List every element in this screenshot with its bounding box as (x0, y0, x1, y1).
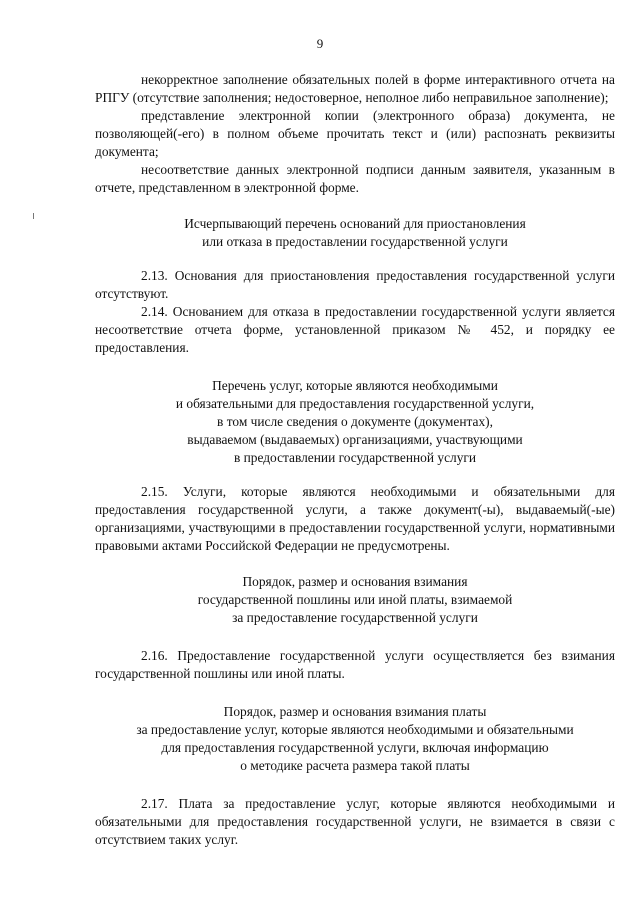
margin-mark (33, 213, 34, 219)
list-item: несоответствие данных электронной подписи данным заявителя, указанным в отчете, представленном в электронной форме. (95, 162, 615, 195)
heading-line: за предоставление государственной услуги (232, 610, 478, 625)
heading-line: и обязательными для предоставления государственной услуги, (175, 396, 535, 411)
heading-line: Перечень услуг, которые являются необходимыми (212, 378, 498, 393)
heading-line: о методике расчета размера такой платы (240, 758, 470, 773)
heading-line: Порядок, размер и основания взимания (242, 574, 468, 589)
list-item: некорректное заполнение обязательных полей в форме интерактивного отчета на РПГУ (отсутствие заполнения; недостоверное, неполное либо неправильное заполнение); (95, 72, 615, 105)
heading-line: в том числе сведения о документе (документах), (217, 414, 493, 429)
heading-line: государственной пошлины или иной платы, взимаемой (197, 592, 513, 607)
heading-line: или отказа в предоставлении государственной услуги (202, 234, 508, 249)
heading-line: выдаваемом (выдаваемых) организациями, участвующими (187, 432, 523, 447)
clause-paragraph: 2.14. Основанием для отказа в предоставлении государственной услуги является несоответствие отчета форме, установленной приказом № 452, и порядку ее предоставления. (95, 304, 615, 355)
clause-paragraph: 2.16. Предоставление государственной услуги осуществляется без взимания государственной пошлины или иной платы. (95, 648, 615, 681)
section-heading (95, 215, 615, 251)
page-number: 9 (316, 36, 324, 51)
list-item: представление электронной копии (электронного образа) документа, не позволяющей(-его) в полном объеме прочитать текст и (или) распознать реквизиты документа; (95, 108, 615, 159)
heading-line: для предоставления государственной услуги, включая информацию (161, 740, 549, 755)
heading-line: Исчерпывающий перечень оснований для приостановления (184, 216, 526, 231)
heading-line: в предоставлении государственной услуги (233, 450, 477, 465)
section-heading (95, 703, 615, 775)
clause-paragraph: 2.17. Плата за предоставление услуг, которые являются необходимыми и обязательными для предоставления государственной услуги, не взимается в связи с отсутствием таких услуг. (95, 796, 615, 847)
heading-line: Порядок, размер и основания взимания платы (223, 704, 487, 719)
section-heading (95, 573, 615, 627)
heading-line: за предоставление услуг, которые являются необходимыми и обязательными (136, 722, 574, 737)
clause-paragraph: 2.13. Основания для приостановления предоставления государственной услуги отсутствуют. (95, 268, 615, 301)
clause-paragraph: 2.15. Услуги, которые являются необходимыми и обязательными для предоставления государственной услуги, а также документ(-ы), выдаваемый(-ые) организациями, участвующими в предоставлении государственной услуги, нормативными правовыми актами Российской Федерации не предусмотрены. (95, 484, 615, 553)
section-heading (95, 377, 615, 467)
document-body (95, 71, 615, 849)
